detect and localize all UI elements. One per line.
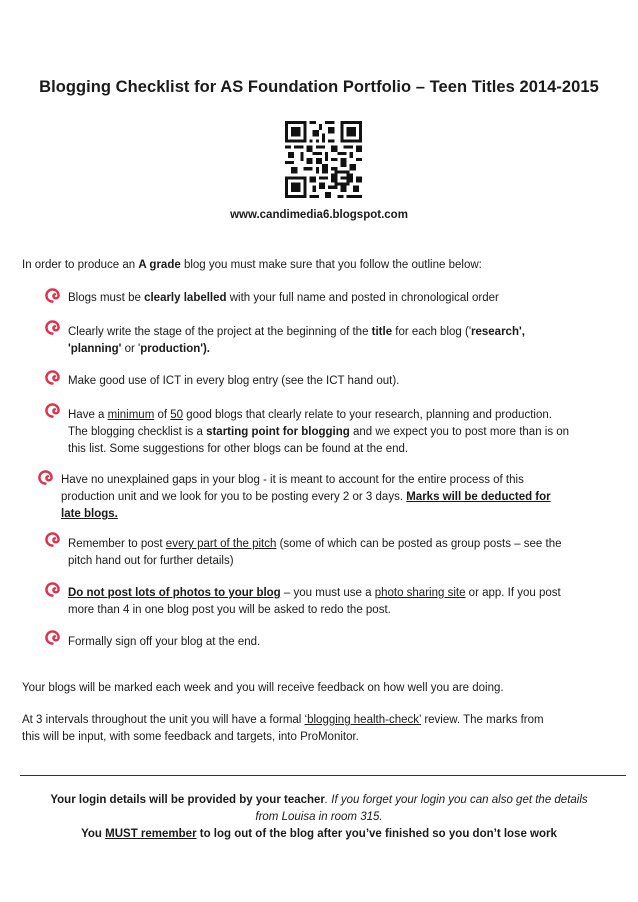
blog-url[interactable]: www.candimedia6.blogspot.com [230, 209, 408, 221]
divider [20, 775, 626, 776]
health-check-paragraph: At 3 intervals throughout the unit you will have a formal ‘blogging health-check’ review. The marks from this will be input, with some feedback and targets, into ProMonitor. [22, 714, 544, 743]
footer-login-location: from Louisa in room 315. [255, 811, 383, 823]
intro-text: In order to produce an A grade blog you must make sure that you follow the outline below: [22, 259, 482, 271]
marking-paragraph: Your blogs will be marked each week and you will receive feedback on how well you are doing. [22, 682, 504, 694]
swirl-bullet-icon [45, 532, 60, 547]
swirl-bullet-icon [45, 582, 60, 597]
swirl-bullet-icon [45, 630, 60, 645]
qr-code-icon [285, 121, 362, 198]
swirl-bullet-icon [45, 370, 60, 385]
footer-login-note: Your login details will be provided by your teacher. If you forget your login you can also get the details [50, 794, 588, 806]
document-page: Blogging Checklist for AS Foundation Portfolio – Teen Titles 2014-2015 www.candimedia6.blogspot.com In order to produce an A grade blog you must make sure that you follow the outline below: Blogs must be clearly labelled with your full name and posted in chronological order Clearly write the stage of the project at the beginning of the title for each blog ('research', 'planning' or 'production'). Make good use of ICT in every blog entry (see the ICT hand out). Have a minimum of 50 good blogs that clearly relate to your research, planning and production. The blogging checklist is a starting point for blogging and we expect you to post more than is on this list. Some suggestions for other blogs can be found at the end. Have no unexplained gaps in your blog - it is meant to account for the entire process of this production unit and we look for you to be posting every 2 or 3 days. Marks will be deducted for late blogs. Remember to post every part of the pitch (some of which can be posted as group posts – see the pitch hand out for further details) Do not post lots of photos to your blog – you must use a photo sharing site or app. If you post more than 4 in one blog post you will be asked to redo the post. Formally sign off your blog at the end. Your blogs will be marked each week and you will receive feedback on how well you are doing. At 3 intervals throughout the unit you will have a formal ‘blogging health-check’ review. The marks from this will be input, with some feedback and targets, into ProMonitor. Your login details will be provided by your teacher. If you forget your login you can also get the details from Louisa in room 315. You MUST remember to log out of the blog after you’ve finished so you don’t lose work [0, 0, 638, 902]
swirl-bullet-icon [45, 320, 60, 335]
footer-logout-note: You MUST remember to log out of the blog after you’ve finished so you don’t lose work [81, 828, 557, 840]
swirl-bullet-icon [38, 470, 53, 485]
page-title: Blogging Checklist for AS Foundation Portfolio – Teen Titles 2014-2015 [39, 78, 599, 96]
swirl-bullet-icon [45, 288, 60, 303]
swirl-bullet-icon [45, 403, 60, 418]
